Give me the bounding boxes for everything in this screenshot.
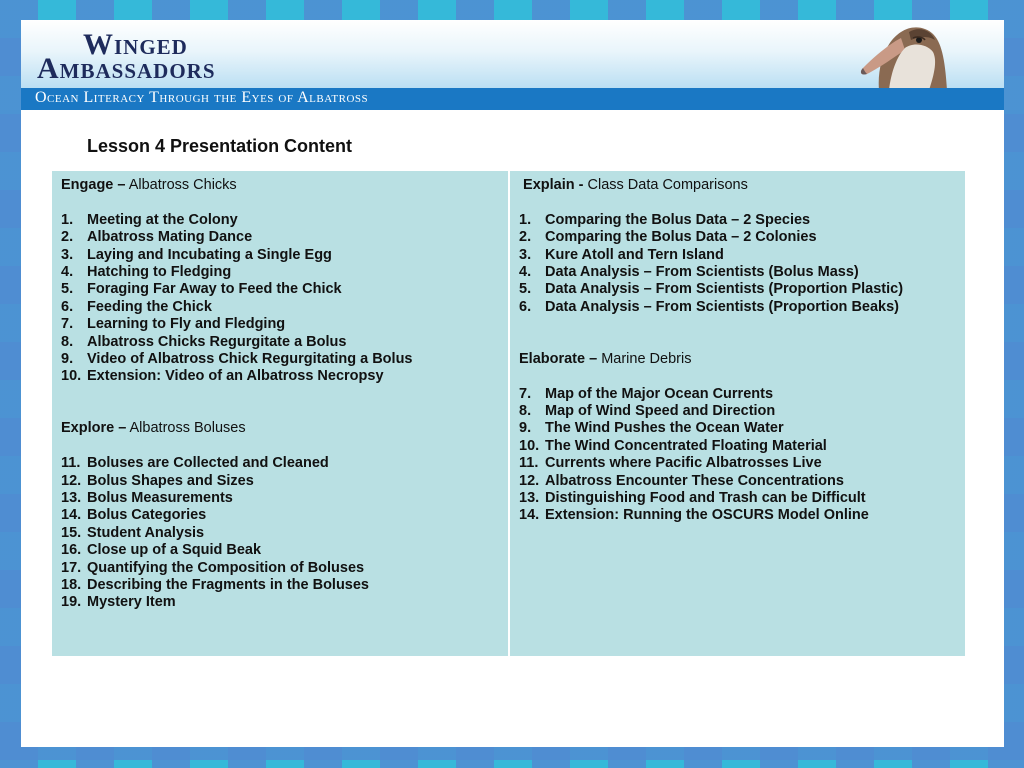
list-item: 8. Map of Wind Speed and Direction (519, 403, 776, 420)
list-item: 5. Data Analysis – From Scientists (Proportion Plastic) (519, 281, 904, 298)
list-item: 4. Data Analysis – From Scientists (Bolus Mass) (519, 263, 859, 280)
elaborate-heading (519, 351, 963, 368)
list-item: 8. Albatross Chicks Regurgitate a Bolus (61, 333, 347, 350)
explore-list (61, 455, 508, 612)
list-item: 12. Albatross Encounter These Concentrations (519, 472, 844, 489)
elaborate-label: Elaborate – (519, 350, 598, 367)
list-item: 9. The Wind Pushes the Ocean Water (519, 420, 784, 437)
page-title: Lesson 4 Presentation Content (87, 136, 353, 156)
list-item: 17. Quantifying the Composition of Boluses (61, 559, 365, 576)
right-column (508, 171, 963, 656)
tagline-bar (21, 88, 1004, 110)
list-item: 13. Bolus Measurements (61, 490, 233, 507)
list-item: 11. Currents where Pacific Albatrosses Live (519, 455, 822, 472)
list-item: 11. Boluses are Collected and Cleaned (61, 455, 329, 472)
explain-heading (519, 177, 963, 194)
slide-page (21, 20, 1004, 747)
explain-label: Explain - (523, 177, 584, 193)
explain-list (519, 212, 963, 316)
list-item: 16. Close up of a Squid Beak (61, 542, 262, 559)
list-item: 1. Comparing the Bolus Data – 2 Species (519, 211, 811, 228)
content-table (52, 171, 965, 656)
list-item: 18. Describing the Fragments in the Boluses (61, 576, 369, 593)
elaborate-list (519, 386, 963, 525)
engage-label: Engage – (61, 177, 126, 193)
list-item: 14. Extension: Running the OSCURS Model Online (519, 507, 869, 524)
elaborate-subheading: Marine Debris (601, 350, 692, 367)
list-item: 4. Hatching to Fledging (61, 263, 232, 280)
list-item: 14. Bolus Categories (61, 507, 207, 524)
logo-text-line2: Ambassadors (37, 52, 216, 85)
explore-label: Explore – (61, 420, 127, 437)
logo-text-line1: Winged (83, 28, 188, 61)
list-item: 6. Feeding the Chick (61, 298, 212, 315)
albatross-head-icon (849, 20, 959, 90)
left-column (52, 171, 508, 656)
list-item: 7. Map of the Major Ocean Currents (519, 385, 774, 402)
list-item: 19. Mystery Item (61, 594, 176, 611)
list-item: 13. Distinguishing Food and Trash can be Difficult (519, 490, 866, 507)
list-item: 6. Data Analysis – From Scientists (Proportion Beaks) (519, 298, 900, 315)
list-item: 5. Foraging Far Away to Feed the Chick (61, 281, 342, 298)
list-item: 15. Student Analysis (61, 524, 205, 541)
header-banner (21, 20, 1004, 110)
list-item: 10. Extension: Video of an Albatross Necropsy (61, 368, 384, 385)
list-item: 3. Laying and Incubating a Single Egg (61, 246, 332, 263)
explore-subheading: Albatross Boluses (129, 420, 246, 437)
engage-heading (61, 177, 508, 194)
engage-subheading: Albatross Chicks (128, 177, 237, 193)
list-item: 2. Comparing the Bolus Data – 2 Colonies (519, 229, 817, 246)
explain-subheading: Class Data Comparisons (587, 177, 748, 193)
engage-list (61, 212, 508, 386)
list-item: 9. Video of Albatross Chick Regurgitating a Bolus (61, 350, 413, 367)
explore-heading (61, 420, 508, 437)
list-item: 7. Learning to Fly and Fledging (61, 316, 286, 333)
list-item: 1. Meeting at the Colony (61, 211, 238, 228)
list-item: 10. The Wind Concentrated Floating Material (519, 437, 827, 454)
list-item: 3. Kure Atoll and Tern Island (519, 246, 724, 263)
tagline-text: Ocean Literacy Through the Eyes of Albatross (35, 89, 369, 106)
list-item: 12. Bolus Shapes and Sizes (61, 472, 254, 489)
list-item: 2. Albatross Mating Dance (61, 229, 253, 246)
